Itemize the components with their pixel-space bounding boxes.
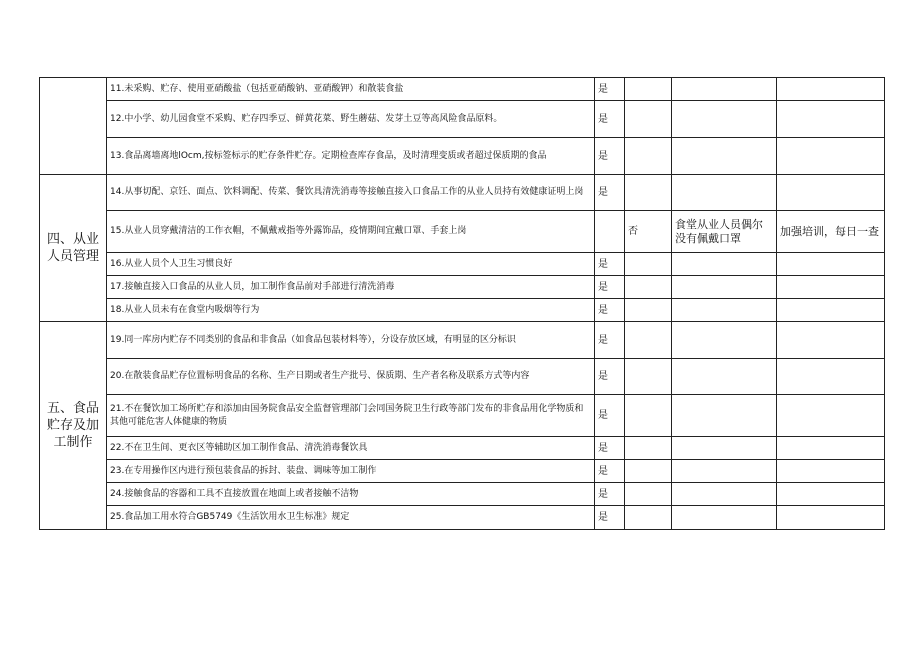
item-text: 14.从事切配、京饪、面点、饮料调配、传菜、餐饮具清洗消毒等接触直接入口食品工作的从业人员持有效健康证明上岗 [107,175,595,211]
measure-cell [777,322,885,359]
answer-yes: 是 [595,175,625,211]
answer-no [625,253,672,276]
answer-no [625,276,672,299]
answer-no [625,299,672,322]
table-row [40,253,885,276]
item-text: 21.不在餐饮加工场所贮存和添加由国务院食品安全监督管理部门会同国务院卫生行政等部门发布的非食品用化学物质和其他可能危害人体健康的物质 [107,395,595,437]
answer-yes: 是 [595,276,625,299]
table-row [40,322,885,359]
item-text: 13.食品离墙离地lOcm,按标签标示的贮存条件贮存。定期检查库存食品，及时清理变质或者超过保质期的食品 [107,138,595,175]
answer-yes: 是 [595,138,625,175]
answer-no [625,175,672,211]
section-title: 四、从业人员管理 [40,175,107,322]
table-row [40,211,885,253]
measure-cell [777,276,885,299]
table-row [40,437,885,460]
answer-yes: 是 [595,395,625,437]
answer-no [625,138,672,175]
answer-yes: 是 [595,299,625,322]
item-text: 11.未采购、贮存、使用亚硝酸盐（包括亚硝酸钠、亚硝酸钾）和散装食盐 [107,78,595,101]
item-text: 23.在专用操作区内进行预包装食品的拆封、装盘、调味等加工制作 [107,460,595,483]
answer-yes: 是 [595,78,625,101]
measure-cell [777,101,885,138]
table-row [40,175,885,211]
problem-cell [672,175,777,211]
problem-cell [672,359,777,395]
answer-yes [595,211,625,253]
problem-cell [672,138,777,175]
table-row [40,359,885,395]
answer-yes: 是 [595,483,625,506]
problem-cell [672,253,777,276]
answer-yes: 是 [595,437,625,460]
measure-cell [777,483,885,506]
answer-yes: 是 [595,460,625,483]
measure-cell [777,460,885,483]
problem-cell [672,395,777,437]
item-text: 19.同一库房内贮存不同类别的食品和非食品（如食品包装材料等），分设存放区域，有明显的区分标识 [107,322,595,359]
measure-cell [777,175,885,211]
measure-cell [777,395,885,437]
answer-no [625,483,672,506]
table-row [40,506,885,530]
problem-cell [672,276,777,299]
problem-cell [672,78,777,101]
answer-no [625,101,672,138]
table-row [40,276,885,299]
item-text: 15.从业人员穿戴清洁的工作衣帽，不佩戴戒指等外露饰品，疫情期间宜戴口罩、手套上岗 [107,211,595,253]
item-text: 25.食品加工用水符合GB5749《生活饮用水卫生标准》规定 [107,506,595,530]
item-text: 24.接触食品的容器和工具不直接放置在地面上或者接触不洁物 [107,483,595,506]
measure-cell: 加强培训，每日一查 [777,211,885,253]
answer-yes: 是 [595,506,625,530]
measure-cell [777,359,885,395]
problem-cell [672,101,777,138]
section-title: 五、食品贮存及加工制作 [40,322,107,530]
measure-cell [777,437,885,460]
answer-no [625,322,672,359]
problem-cell: 食堂从业人员偶尔没有佩戴口罩 [672,211,777,253]
item-text: 22.不在卫生间、更衣区等辅助区加工制作食品、清洗消毒餐饮具 [107,437,595,460]
answer-no [625,506,672,530]
table-row [40,101,885,138]
answer-no [625,395,672,437]
answer-no [625,437,672,460]
problem-cell [672,437,777,460]
table-row [40,395,885,437]
problem-cell [672,460,777,483]
table-row [40,299,885,322]
measure-cell [777,506,885,530]
measure-cell [777,253,885,276]
problem-cell [672,483,777,506]
item-text: 16.从业人员个人卫生习惯良好 [107,253,595,276]
answer-yes: 是 [595,101,625,138]
problem-cell [672,299,777,322]
table-row [40,138,885,175]
table-row [40,483,885,506]
answer-yes: 是 [595,359,625,395]
measure-cell [777,78,885,101]
measure-cell [777,299,885,322]
section-title [40,78,107,175]
answer-no: 否 [625,211,672,253]
measure-cell [777,138,885,175]
item-text: 12.中小学、幼儿园食堂不采购、贮存四季豆、鲜黄花菜、野生蘑菇、发芽土豆等高风险食品原料。 [107,101,595,138]
table-row [40,460,885,483]
item-text: 18.从业人员未有在食堂内吸烟等行为 [107,299,595,322]
item-text: 17.接触直接入口食品的从业人员，加工制作食品前对手部进行清洗消毒 [107,276,595,299]
answer-yes: 是 [595,253,625,276]
answer-no [625,359,672,395]
table-row [40,78,885,101]
answer-no [625,78,672,101]
answer-no [625,460,672,483]
item-text: 20.在散装食品贮存位置标明食品的名称、生产日期或者生产批号、保质期、生产者名称及联系方式等内容 [107,359,595,395]
answer-yes: 是 [595,322,625,359]
inspection-table [39,77,885,530]
problem-cell [672,506,777,530]
problem-cell [672,322,777,359]
